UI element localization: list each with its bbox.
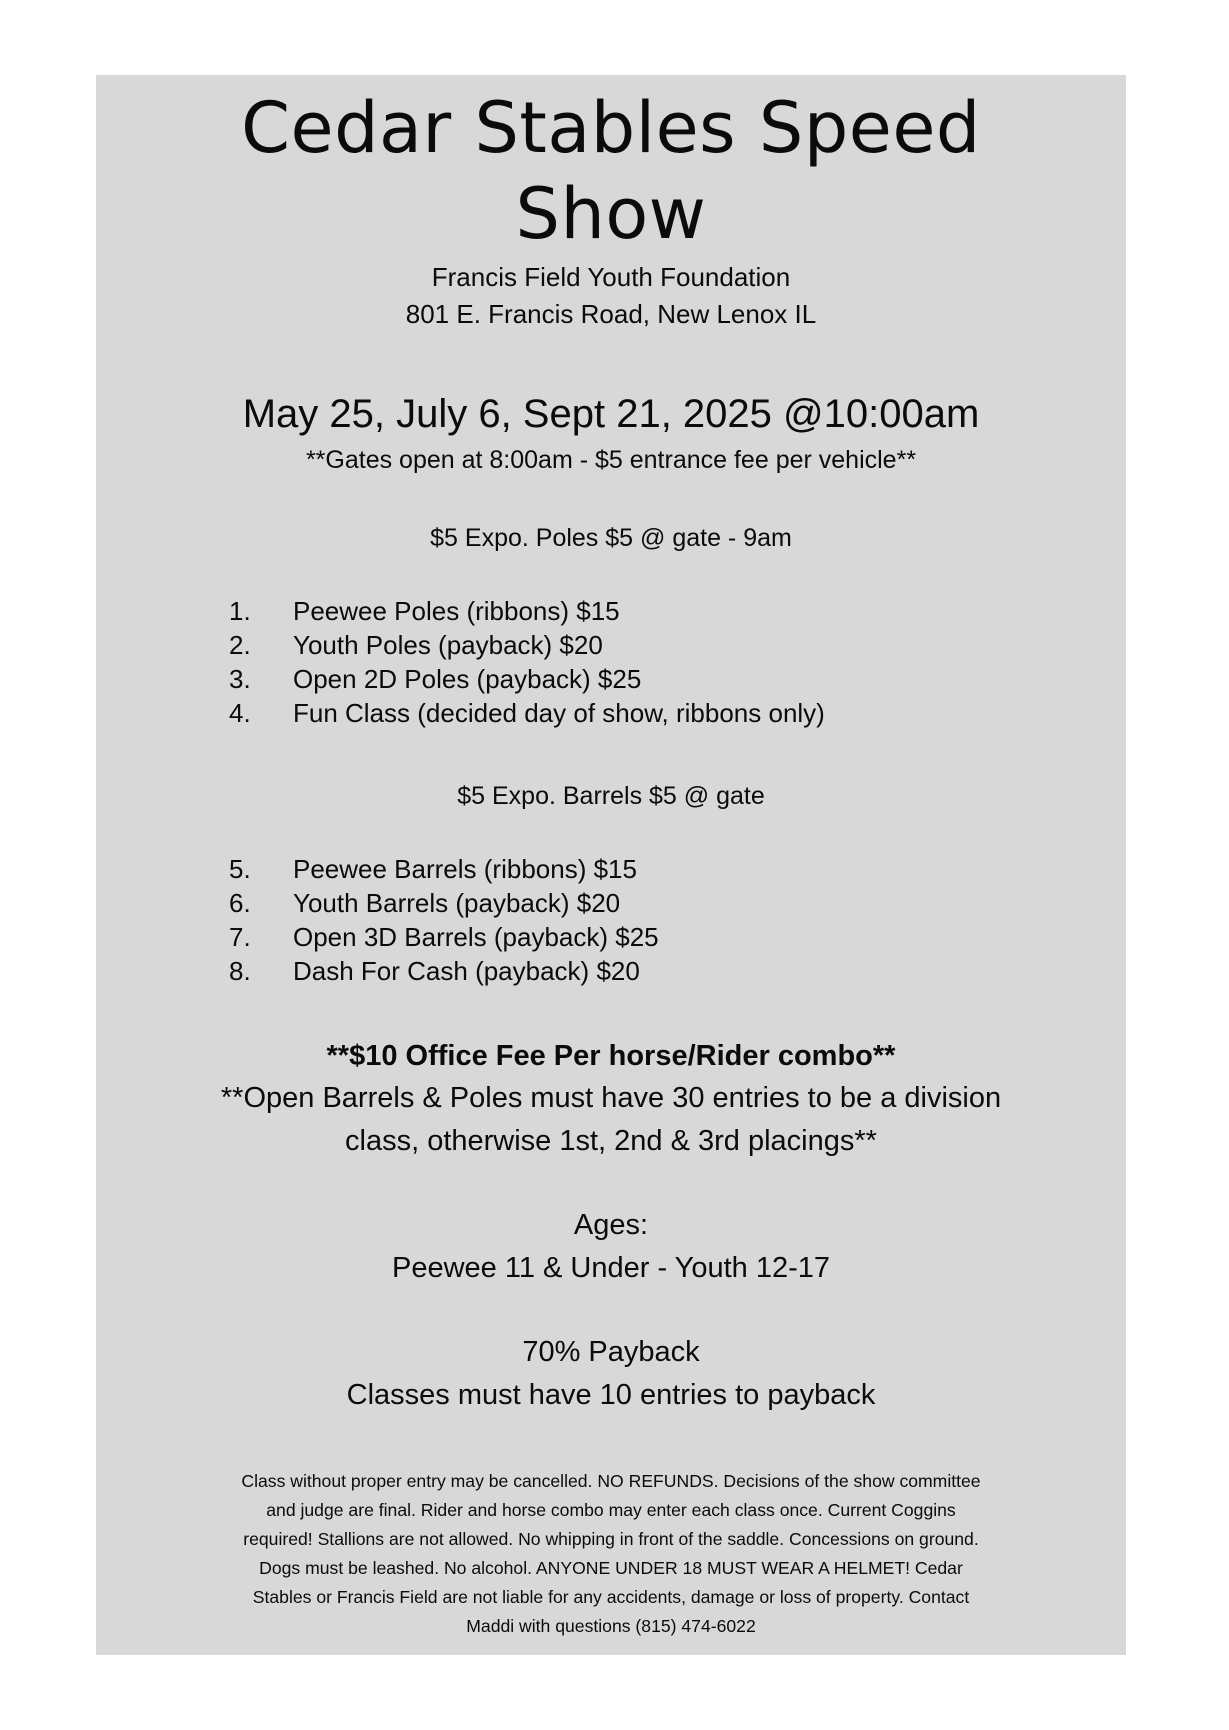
rules-line: and judge are final. Rider and horse combo may enter each class once. Current Coggins	[266, 1500, 956, 1520]
class-name: Youth Poles (payback) $20	[293, 630, 603, 660]
class-number: 2.	[229, 630, 251, 660]
class-name: Youth Barrels (payback) $20	[293, 888, 621, 918]
class-name: Dash For Cash (payback) $20	[293, 956, 640, 986]
class-number: 3.	[229, 664, 251, 694]
venue-name: Francis Field Youth Foundation	[431, 262, 791, 292]
ages-label: Ages:	[573, 1209, 649, 1241]
rules-line: required! Stallions are not allowed. No whipping in front of the saddle. Concessions on ground.	[243, 1529, 979, 1549]
venue-address: 801 E. Francis Road, New Lenox IL	[405, 299, 817, 329]
title-line-1: Cedar Stables Speed	[241, 87, 981, 169]
class-number: 7.	[229, 922, 251, 952]
open-class-note-line-1: **Open Barrels & Poles must have 30 entries to be a division	[220, 1082, 1002, 1114]
class-name: Fun Class (decided day of show, ribbons only)	[293, 698, 825, 728]
rules-fine-print	[151, 1467, 1071, 1641]
show-dates: May 25, July 6, Sept 21, 2025 @10:00am	[242, 392, 980, 436]
class-number: 4.	[229, 698, 251, 728]
class-name: Peewee Poles (ribbons) $15	[293, 596, 620, 626]
class-number: 6.	[229, 888, 251, 918]
class-name: Open 3D Barrels (payback) $25	[293, 922, 659, 952]
class-name: Peewee Barrels (ribbons) $15	[293, 854, 637, 884]
flyer	[96, 75, 1126, 1655]
gates-notice: **Gates open at 8:00am - $5 entrance fee per vehicle**	[305, 446, 917, 474]
title-line-2: Show	[515, 173, 707, 255]
open-class-note-line-2: class, otherwise 1st, 2nd & 3rd placings**	[345, 1125, 877, 1157]
payback-percentage: 70% Payback	[522, 1336, 700, 1368]
class-name: Open 2D Poles (payback) $25	[293, 664, 642, 694]
ages-value: Peewee 11 & Under - Youth 12-17	[391, 1252, 830, 1284]
class-number: 1.	[229, 596, 251, 626]
rules-line: Dogs must be leashed. No alcohol. ANYONE UNDER 18 MUST WEAR A HELMET! Cedar	[259, 1558, 963, 1578]
class-number: 8.	[229, 956, 251, 986]
payback-rule: Classes must have 10 entries to payback	[346, 1379, 876, 1411]
rules-line: Class without proper entry may be cancelled. NO REFUNDS. Decisions of the show committee	[241, 1471, 981, 1491]
office-fee-notice: **$10 Office Fee Per horse/Rider combo**	[326, 1040, 896, 1072]
poles-expo-header: $5 Expo. Poles $5 @ gate - 9am	[430, 524, 792, 552]
class-number: 5.	[229, 854, 251, 884]
barrels-expo-header: $5 Expo. Barrels $5 @ gate	[457, 782, 765, 810]
rules-line: Maddi with questions (815) 474-6022	[466, 1616, 756, 1636]
rules-line: Stables or Francis Field are not liable for any accidents, damage or loss of property. Contact	[252, 1587, 970, 1607]
